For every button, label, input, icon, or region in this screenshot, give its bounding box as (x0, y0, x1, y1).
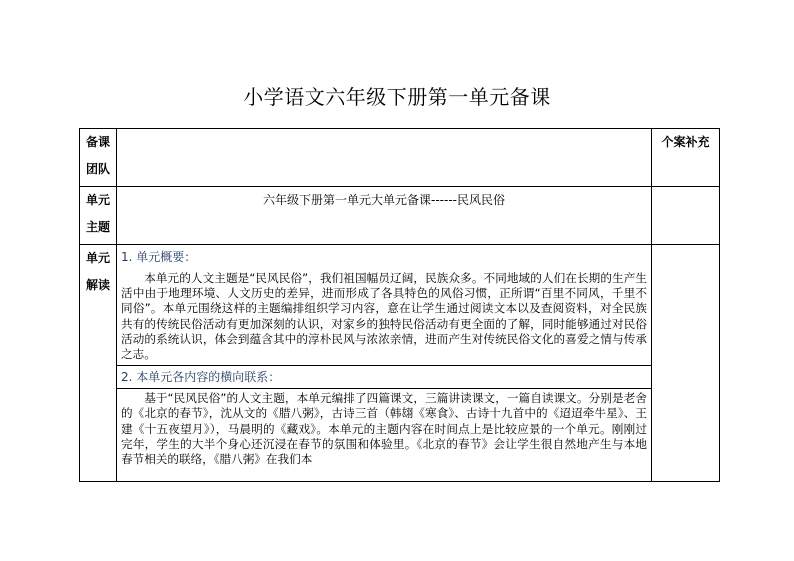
team-label-line1: 备课 (86, 135, 111, 149)
row-team (80, 129, 720, 187)
analysis-side-notes[interactable] (652, 245, 720, 482)
lesson-plan-table (79, 128, 720, 482)
section2-text: 基于“民风民俗”的人文主题，本单元编排了四篇课文，三篇讲读课文，一篇自读课文。分别是老舍的《北京的春节》，沈从文的《腊八粥》，古诗三首（韩翃《寒食》、古诗十九首中的《迢迢牵牛星》、王建《十五夜望月》），马晨明的《藏戏》。本单元的主题内容在时间点上是比较应景的一个单元。刚刚过完年，学生的大半个身心还沉浸在春节的氛围和体验里。《北京的春节》会让学生很自然地产生与本地春节相关的联络，《腊八粥》在我们本 (121, 391, 647, 467)
theme-label-line1: 单元 (86, 193, 111, 207)
theme-label (80, 187, 117, 245)
page-title: 小学语文六年级下册第一单元备课 (243, 85, 551, 109)
row-analysis (80, 245, 720, 482)
theme-side-notes[interactable] (652, 187, 720, 245)
analysis-label-line1: 单元 (86, 251, 111, 265)
team-label-line2: 团队 (86, 162, 111, 176)
analysis-content (117, 245, 652, 482)
theme-content: 六年级下册第一单元大单元备课------民风民俗 (117, 187, 652, 245)
section2-title: 2. 本单元各内容的横向联系： (121, 370, 281, 385)
side-notes-header: 个案补充 (652, 129, 720, 187)
section1-text: 本单元的人文主题是“民风民俗”，我们祖国幅员辽阔，民族众多。不同地域的人们在长期的生产生活中由于地理环境、人文历史的差异，进而形成了各具特色的风俗习惯，正所谓“百里不同风，千里不同俗”。本单元围绕这样的主题编排组织学习内容，意在让学生通过阅读文本以及查阅资料，对全民族共有的传统民俗活动有更加深刻的认识，对家乡的独特民俗活动有更全面的了解，同时能够通过对民俗活动的系统认识，体会到蕴含其中的淳朴民风与浓浓亲情，进而产生对传统民俗文化的喜爱之情与传承之志。 (121, 271, 647, 362)
theme-label-line2: 主题 (86, 220, 111, 234)
section1-title: 1. 单元概要： (121, 250, 197, 264)
analysis-label-line2: 解读 (86, 278, 111, 292)
team-content[interactable] (117, 129, 652, 187)
row-theme (80, 187, 720, 245)
team-label (80, 129, 117, 187)
analysis-label (80, 245, 117, 482)
